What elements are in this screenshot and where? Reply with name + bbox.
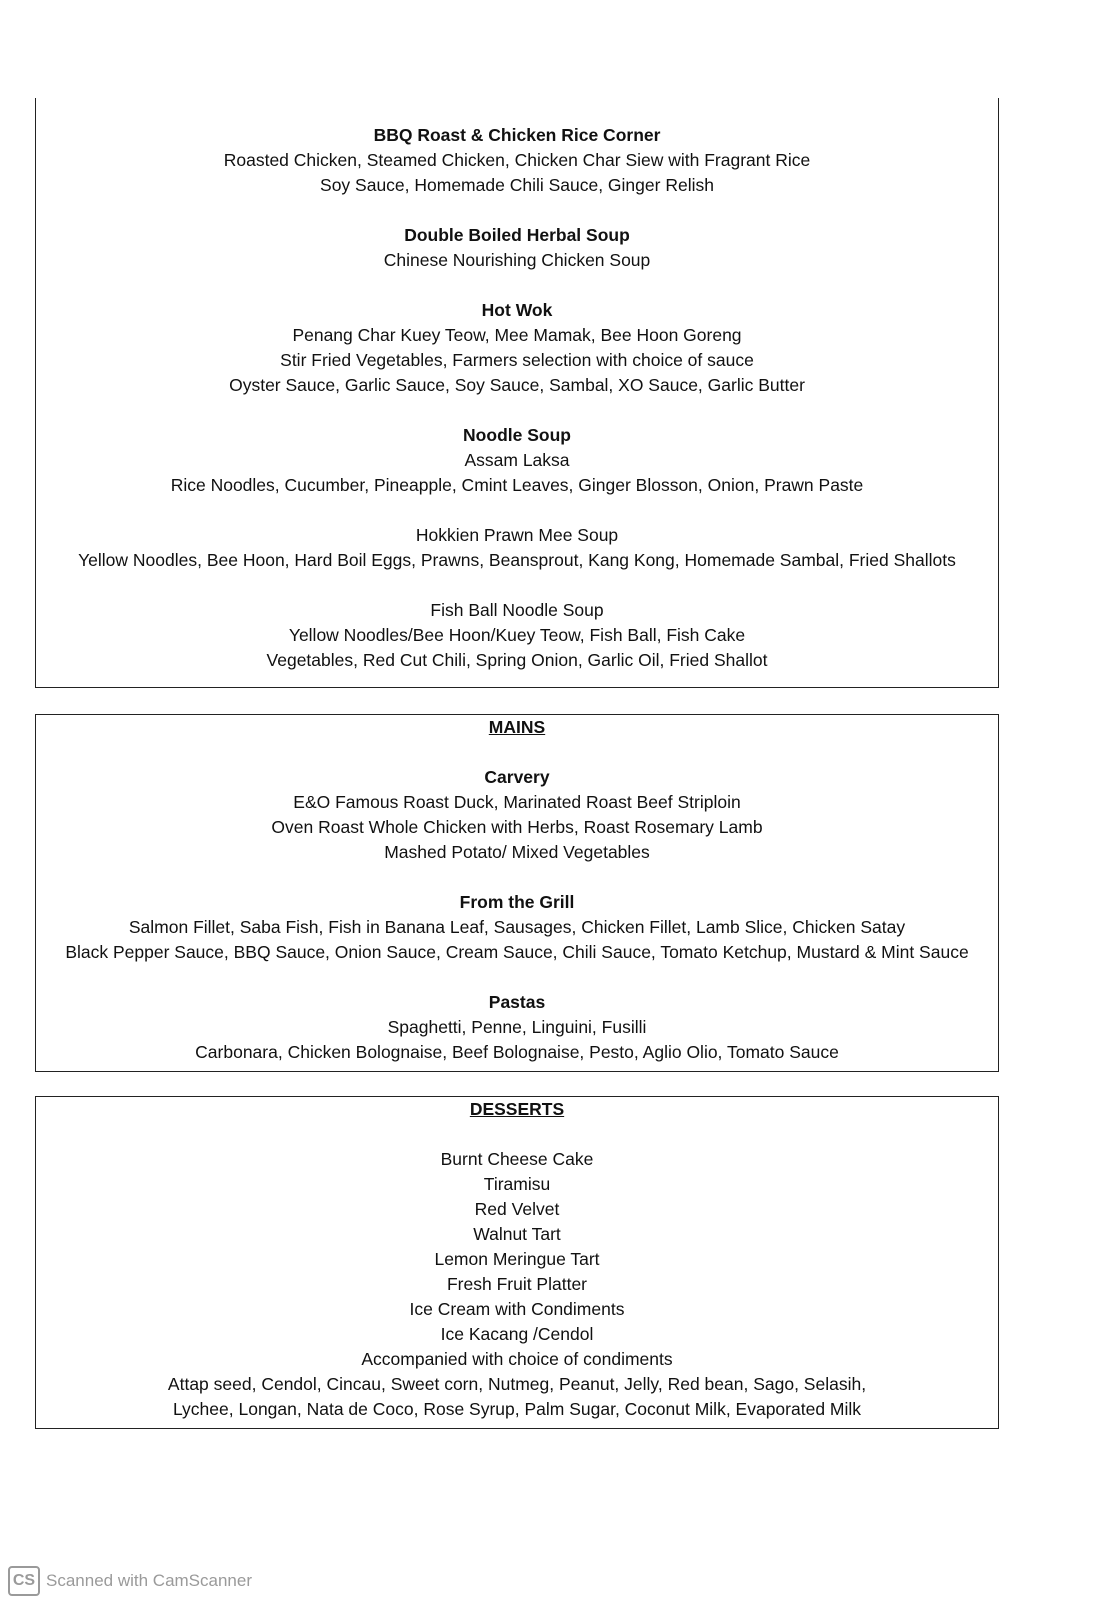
noodle-soup-title: Noodle Soup: [463, 425, 571, 445]
pastas-types: Spaghetti, Penne, Linguini, Fusilli: [387, 1017, 647, 1037]
bbq-station-title: BBQ Roast & Chicken Rice Corner: [373, 125, 661, 145]
grill-title: From the Grill: [459, 892, 575, 912]
dessert-item: Walnut Tart: [473, 1224, 561, 1244]
camscanner-watermark: [8, 1566, 252, 1596]
dessert-item: Red Velvet: [474, 1199, 560, 1219]
bbq-station-items: Roasted Chicken, Steamed Chicken, Chicken Char Siew with Fragrant Rice: [223, 150, 811, 170]
fishball-noodle-ingredients: Yellow Noodles/Bee Hoon/Kuey Teow, Fish Ball, Fish Cake: [288, 625, 746, 645]
mains-heading: [36, 715, 998, 740]
bbq-station-sauces: Soy Sauce, Homemade Chili Sauce, Ginger Relish: [320, 175, 714, 195]
assam-laksa-name: Assam Laksa: [464, 450, 570, 470]
camscanner-logo-icon: CS: [8, 1566, 40, 1596]
carvery-line-1: E&O Famous Roast Duck, Marinated Roast Beef Striploin: [293, 792, 741, 812]
dessert-item: Accompanied with choice of condiments: [361, 1349, 673, 1369]
condiments-line-2: Lychee, Longan, Nata de Coco, Rose Syrup, Palm Sugar, Coconut Milk, Evaporated Milk: [172, 1399, 862, 1419]
dessert-item: Lemon Meringue Tart: [434, 1249, 600, 1269]
desserts-section: [35, 1096, 999, 1429]
mains-heading-text: MAINS: [488, 717, 546, 737]
hot-wok-items: Penang Char Kuey Teow, Mee Mamak, Bee Hoon Goreng: [292, 325, 742, 345]
dessert-item: Ice Kacang /Cendol: [440, 1324, 594, 1344]
hokkien-mee-name: Hokkien Prawn Mee Soup: [415, 525, 619, 545]
condiments-line-1: Attap seed, Cendol, Cincau, Sweet corn, Nutmeg, Peanut, Jelly, Red bean, Sago, Selasih,: [167, 1374, 867, 1394]
dessert-item: Ice Cream with Condiments: [409, 1299, 625, 1319]
carvery-title: Carvery: [484, 767, 550, 787]
carvery-line-2: Oven Roast Whole Chicken with Herbs, Roast Rosemary Lamb: [271, 817, 763, 837]
grill-sauces: Black Pepper Sauce, BBQ Sauce, Onion Sauce, Cream Sauce, Chili Sauce, Tomato Ketchup, Mustard & Mint Sauce: [65, 942, 969, 962]
fishball-noodle-garnish: Vegetables, Red Cut Chili, Spring Onion, Garlic Oil, Fried Shallot: [266, 650, 768, 670]
pastas-sauces: Carbonara, Chicken Bolognaise, Beef Bolognaise, Pesto, Aglio Olio, Tomato Sauce: [195, 1042, 839, 1062]
hot-wok-vegetables: Stir Fried Vegetables, Farmers selection with choice of sauce: [280, 350, 754, 370]
carvery-line-3: Mashed Potato/ Mixed Vegetables: [384, 842, 650, 862]
desserts-heading-text: DESSERTS: [469, 1099, 565, 1119]
hokkien-mee-ingredients: Yellow Noodles, Bee Hoon, Hard Boil Eggs, Prawns, Beansprout, Kang Kong, Homemade Sambal, Fried Shallots: [78, 550, 956, 570]
dessert-item: Fresh Fruit Platter: [446, 1274, 588, 1294]
dessert-item: Tiramisu: [483, 1174, 551, 1194]
stations-section: [35, 98, 999, 688]
fishball-noodle-name: Fish Ball Noodle Soup: [430, 600, 604, 620]
hot-wok-sauces: Oyster Sauce, Garlic Sauce, Soy Sauce, Sambal, XO Sauce, Garlic Butter: [229, 375, 805, 395]
assam-laksa-ingredients: Rice Noodles, Cucumber, Pineapple, Cmint Leaves, Ginger Blosson, Onion, Prawn Paste: [170, 475, 864, 495]
hot-wok-title: Hot Wok: [481, 300, 553, 320]
pastas-title: Pastas: [488, 992, 546, 1012]
dessert-item: Burnt Cheese Cake: [440, 1149, 594, 1169]
mains-section: [35, 714, 999, 1072]
herbal-soup-title: Double Boiled Herbal Soup: [404, 225, 630, 245]
camscanner-watermark-text: Scanned with CamScanner: [46, 1571, 253, 1590]
grill-items: Salmon Fillet, Saba Fish, Fish in Banana Leaf, Sausages, Chicken Fillet, Lamb Slice, Chicken Satay: [128, 917, 906, 937]
desserts-heading: [36, 1097, 998, 1122]
herbal-soup-item: Chinese Nourishing Chicken Soup: [383, 250, 651, 270]
